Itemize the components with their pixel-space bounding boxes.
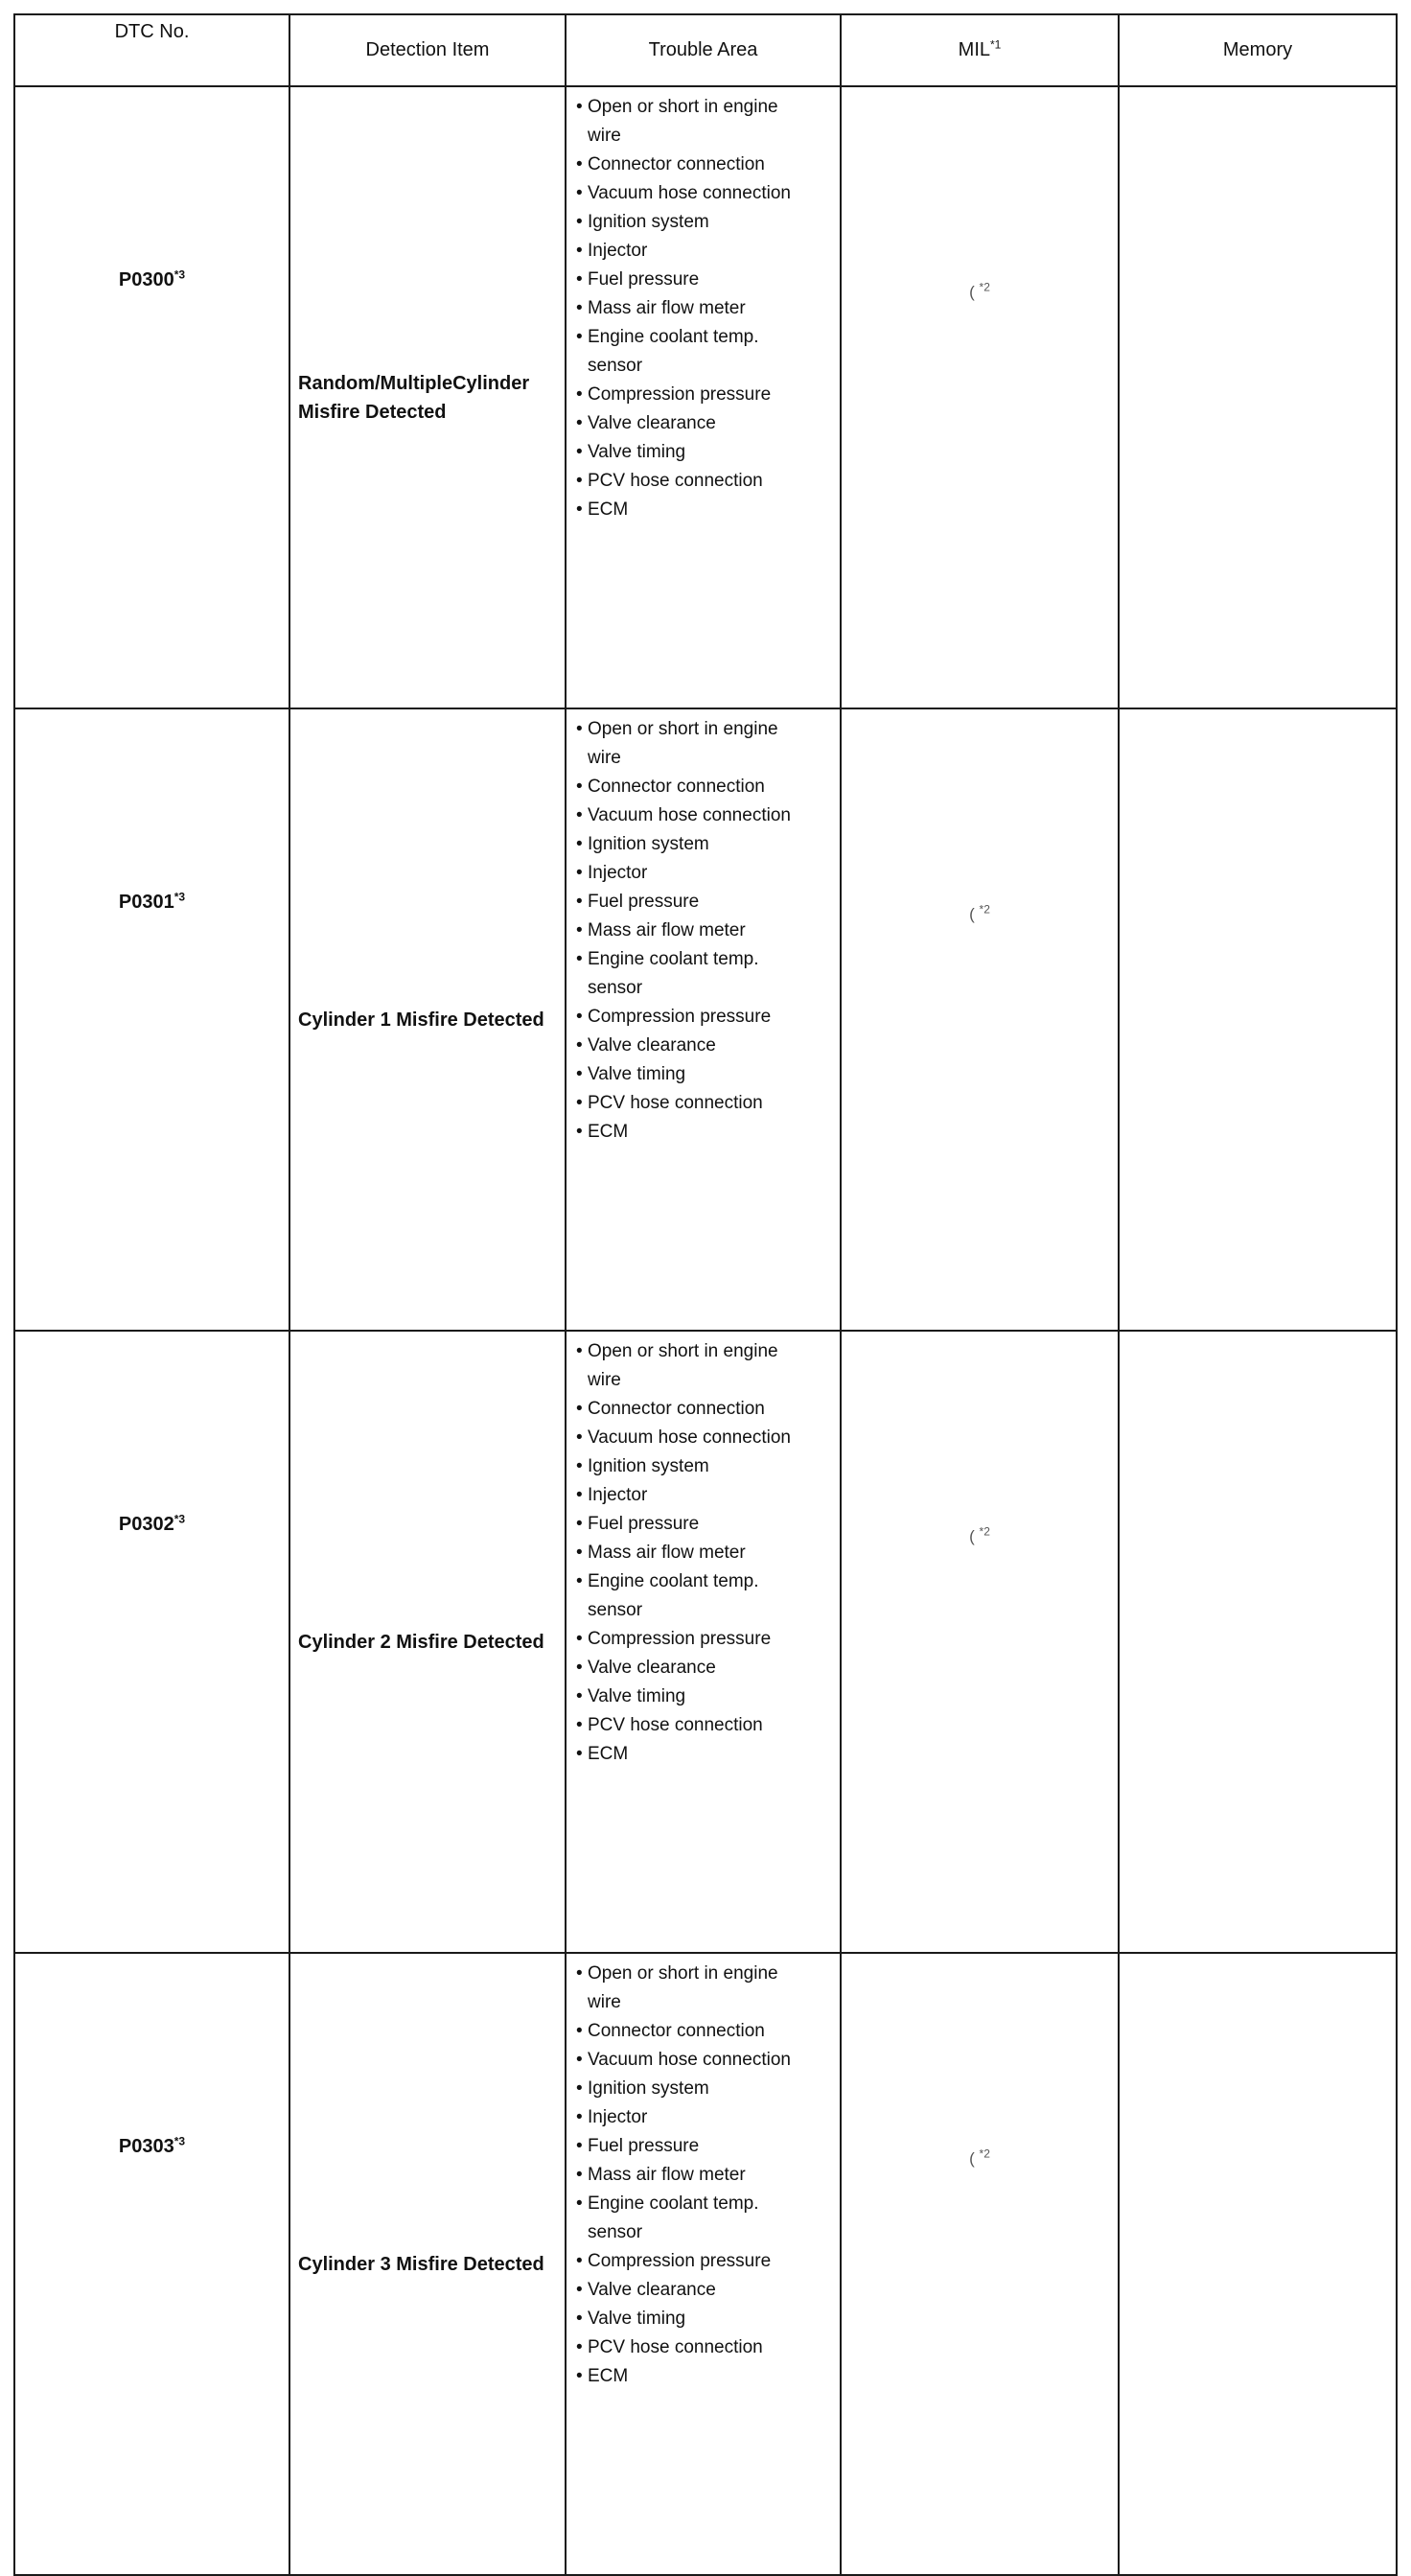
trouble-area-item [576,1596,840,1625]
dtc-code-cell [14,708,289,1331]
mil-cell [841,1331,1119,1953]
detection-item-line: Cylinder 3 Misfire Detected [298,2253,544,2275]
bullet-icon: • [576,154,583,174]
bullet-icon: • [576,1485,583,1505]
trouble-area-text: Ignition system [588,834,709,854]
memory-cell [1119,1331,1397,1953]
trouble-area-item [576,381,840,409]
trouble-area-text: Valve clearance [588,2280,716,2300]
trouble-area-text: ECM [588,2366,629,2386]
trouble-area-text: Fuel pressure [588,1514,700,1534]
trouble-area-item [576,1510,840,1539]
bullet-icon: • [576,805,583,825]
trouble-area-text: wire [588,126,621,146]
bullet-icon: • [576,2309,583,2329]
trouble-area-item [576,151,840,179]
bullet-icon: • [576,298,583,318]
trouble-area-text: sensor [588,1600,643,1620]
trouble-area-text: Compression pressure [588,1629,772,1649]
trouble-area-list [576,715,840,1147]
trouble-area-item [576,1988,840,2017]
trouble-area-text: Mass air flow meter [588,920,746,940]
dtc-footnote-mark: *3 [173,1512,186,1526]
bullet-icon: • [576,1686,583,1706]
table-row [14,86,1397,708]
trouble-area-text: sensor [588,978,643,998]
trouble-area-item [576,2190,840,2218]
bullet-icon: • [576,2165,583,2185]
trouble-area-text: PCV hose connection [588,1715,763,1735]
trouble-area-text: Connector connection [588,777,765,797]
bullet-icon: • [576,183,583,203]
bullet-icon: • [576,2078,583,2099]
trouble-area-item [576,352,840,381]
trouble-area-text: ECM [588,499,629,520]
dtc-footnote-mark: *3 [173,2134,186,2148]
table-row [14,708,1397,1331]
trouble-area-text: Vacuum hose connection [588,2050,791,2070]
trouble-area-text: Open or short in engine [588,1341,778,1361]
trouble-area-text: Valve timing [588,442,686,462]
trouble-area-text: Injector [588,241,648,261]
trouble-area-text: PCV hose connection [588,1093,763,1113]
trouble-area-item [576,409,840,438]
trouble-area-text: Mass air flow meter [588,1543,746,1563]
trouble-area-item [576,1452,840,1481]
mil-footnote-mark: *2 [979,280,990,294]
detection-item-line: Misfire Detected [298,401,447,423]
trouble-area-item [576,496,840,524]
trouble-area-text: Valve clearance [588,413,716,433]
trouble-area-item [576,2046,840,2075]
trouble-area-text: Injector [588,1485,648,1505]
bullet-icon: • [576,212,583,232]
dtc-code-cell [14,86,289,708]
trouble-area-item [576,2132,840,2161]
trouble-area-item [576,2075,840,2103]
trouble-area-text: Fuel pressure [588,892,700,912]
trouble-area-item [576,1683,840,1711]
bullet-icon: • [576,2280,583,2300]
trouble-area-item [576,974,840,1003]
bullet-icon: • [576,1963,583,1984]
trouble-area-text: Fuel pressure [588,269,700,290]
trouble-area-text: Valve timing [588,1686,686,1706]
trouble-area-text: Open or short in engine [588,1963,778,1984]
trouble-area-item [576,888,840,917]
header-row [14,14,1397,86]
trouble-area-list [576,93,840,524]
trouble-area-text: ECM [588,1122,629,1142]
detection-item-line: Cylinder 1 Misfire Detected [298,1009,544,1031]
trouble-area-text: Valve clearance [588,1658,716,1678]
trouble-area-item [576,467,840,496]
trouble-area-item [576,2103,840,2132]
trouble-area-item [576,237,840,266]
trouble-area-item [576,1481,840,1510]
trouble-area-item [576,179,840,208]
trouble-area-item [576,1118,840,1147]
table-row [14,1331,1397,1953]
bullet-icon: • [576,1744,583,1764]
bullet-icon: • [576,1399,583,1419]
trouble-area-item [576,945,840,974]
trouble-area-item [576,1625,840,1654]
mil-mark: ( [969,2149,975,2168]
bullet-icon: • [576,1571,583,1591]
trouble-area-text: Mass air flow meter [588,298,746,318]
bullet-icon: • [576,1514,583,1534]
trouble-area-text: Ignition system [588,2078,709,2099]
trouble-area-text: Valve clearance [588,1035,716,1056]
trouble-area-text: Compression pressure [588,384,772,405]
trouble-area-list [576,1337,840,1769]
bullet-icon: • [576,384,583,405]
bullet-icon: • [576,241,583,261]
mil-footnote-mark: *2 [979,902,990,917]
mil-footnote-mark: *2 [979,1524,990,1539]
trouble-area-item [576,2276,840,2305]
bullet-icon: • [576,1064,583,1084]
trouble-area-item [576,2305,840,2333]
bullet-icon: • [576,1035,583,1056]
bullet-icon: • [576,97,583,117]
header-dtc-no: DTC No. [14,14,289,86]
detection-item-cell [289,1331,566,1953]
bullet-icon: • [576,1715,583,1735]
bullet-icon: • [576,920,583,940]
trouble-area-text: Valve timing [588,1064,686,1084]
trouble-area-text: PCV hose connection [588,2337,763,2357]
bullet-icon: • [576,499,583,520]
trouble-area-item [576,744,840,773]
trouble-area-item [576,2247,840,2276]
bullet-icon: • [576,1456,583,1476]
trouble-area-text: Valve timing [588,2309,686,2329]
trouble-area-item [576,93,840,122]
trouble-area-text: Compression pressure [588,1007,772,1027]
bullet-icon: • [576,2021,583,2041]
header-memory: Memory [1119,14,1397,86]
detection-item-cell [289,708,566,1331]
trouble-area-item [576,2218,840,2247]
trouble-area-text: Engine coolant temp. [588,327,759,347]
trouble-area-item [576,1366,840,1395]
bullet-icon: • [576,1658,583,1678]
trouble-area-text: Injector [588,863,648,883]
trouble-area-text: Engine coolant temp. [588,1571,759,1591]
trouble-area-item [576,2362,840,2391]
dtc-code: P0302 [118,1514,174,1535]
dtc-footnote-mark: *3 [173,267,186,282]
trouble-area-item [576,801,840,830]
bullet-icon: • [576,1122,583,1142]
trouble-area-text: Open or short in engine [588,719,778,739]
trouble-area-item [576,1567,840,1596]
dtc-code-cell [14,1953,289,2575]
detection-item-cell [289,1953,566,2575]
bullet-icon: • [576,2050,583,2070]
bullet-icon: • [576,777,583,797]
trouble-area-text: Ignition system [588,1456,709,1476]
mil-cell [841,1953,1119,2575]
trouble-area-text: Connector connection [588,1399,765,1419]
trouble-area-text: ECM [588,1744,629,1764]
detection-item-cell [289,86,566,708]
dtc-footnote-mark: *3 [173,890,186,904]
memory-cell [1119,1953,1397,2575]
trouble-area-item [576,1960,840,1988]
trouble-area-item [576,1539,840,1567]
trouble-area-text: wire [588,1992,621,2012]
mil-mark: ( [969,283,975,301]
dtc-code: P0303 [118,2136,174,2157]
header-mil: MIL$^{*1}$ [841,14,1119,86]
bullet-icon: • [576,863,583,883]
trouble-area-text: Vacuum hose connection [588,805,791,825]
dtc-code: P0300 [118,269,174,290]
memory-cell [1119,708,1397,1331]
dtc-code-cell [14,1331,289,1953]
trouble-area-text: Connector connection [588,2021,765,2041]
bullet-icon: • [576,2107,583,2127]
table-header [14,14,1397,86]
bullet-icon: • [576,471,583,491]
bullet-icon: • [576,2366,583,2386]
mil-mark: ( [969,1527,975,1545]
trouble-area-item [576,266,840,294]
bullet-icon: • [576,1341,583,1361]
trouble-area-item [576,294,840,323]
bullet-icon: • [576,1093,583,1113]
trouble-area-text: Vacuum hose connection [588,183,791,203]
bullet-icon: • [576,269,583,290]
trouble-area-item [576,208,840,237]
trouble-area-item [576,715,840,744]
bullet-icon: • [576,719,583,739]
trouble-area-item [576,1032,840,1060]
table-row [14,1953,1397,2575]
trouble-area-item [576,1060,840,1089]
trouble-area-item [576,1089,840,1118]
trouble-area-item [576,1654,840,1683]
trouble-area-cell [566,708,841,1331]
bullet-icon: • [576,413,583,433]
detection-item-line: Cylinder 2 Misfire Detected [298,1631,544,1653]
bullet-icon: • [576,1543,583,1563]
dtc-table [13,13,1398,2576]
trouble-area-item [576,859,840,888]
trouble-area-text: wire [588,748,621,768]
trouble-area-cell [566,86,841,708]
trouble-area-text: Ignition system [588,212,709,232]
detection-item-line: Random/MultipleCylinder [298,372,530,394]
bullet-icon: • [576,1629,583,1649]
bullet-icon: • [576,2337,583,2357]
mil-mark: ( [969,905,975,923]
trouble-area-text: sensor [588,2222,643,2242]
trouble-area-item [576,1740,840,1769]
bullet-icon: • [576,327,583,347]
trouble-area-list [576,1960,840,2391]
bullet-icon: • [576,1427,583,1448]
trouble-area-item [576,2161,840,2190]
mil-footnote-mark: *1 [990,37,1002,52]
trouble-area-item [576,773,840,801]
mil-footnote-mark: *2 [979,2147,990,2161]
trouble-area-item [576,2333,840,2362]
trouble-area-item [576,2017,840,2046]
mil-cell [841,708,1119,1331]
header-trouble-area: Trouble Area [566,14,841,86]
trouble-area-text: Connector connection [588,154,765,174]
trouble-area-text: Open or short in engine [588,97,778,117]
bullet-icon: • [576,2136,583,2156]
trouble-area-item [576,830,840,859]
trouble-area-item [576,917,840,945]
trouble-area-text: Fuel pressure [588,2136,700,2156]
trouble-area-text: Engine coolant temp. [588,2193,759,2214]
trouble-area-item [576,1003,840,1032]
trouble-area-cell [566,1331,841,1953]
memory-cell [1119,86,1397,708]
header-detection-item: Detection Item [289,14,566,86]
trouble-area-item [576,122,840,151]
trouble-area-text: Compression pressure [588,2251,772,2271]
trouble-area-text: sensor [588,356,643,376]
bullet-icon: • [576,442,583,462]
mil-cell [841,86,1119,708]
trouble-area-item [576,1711,840,1740]
trouble-area-item [576,323,840,352]
trouble-area-text: Injector [588,2107,648,2127]
trouble-area-item [576,438,840,467]
bullet-icon: • [576,949,583,969]
bullet-icon: • [576,2193,583,2214]
bullet-icon: • [576,834,583,854]
bullet-icon: • [576,892,583,912]
dtc-code: P0301 [118,892,174,913]
table-body [14,86,1397,2575]
trouble-area-text: Mass air flow meter [588,2165,746,2185]
trouble-area-text: Vacuum hose connection [588,1427,791,1448]
trouble-area-item [576,1395,840,1424]
bullet-icon: • [576,1007,583,1027]
trouble-area-text: wire [588,1370,621,1390]
trouble-area-item [576,1337,840,1366]
trouble-area-cell [566,1953,841,2575]
trouble-area-text: Engine coolant temp. [588,949,759,969]
trouble-area-item [576,1424,840,1452]
bullet-icon: • [576,2251,583,2271]
trouble-area-text: PCV hose connection [588,471,763,491]
